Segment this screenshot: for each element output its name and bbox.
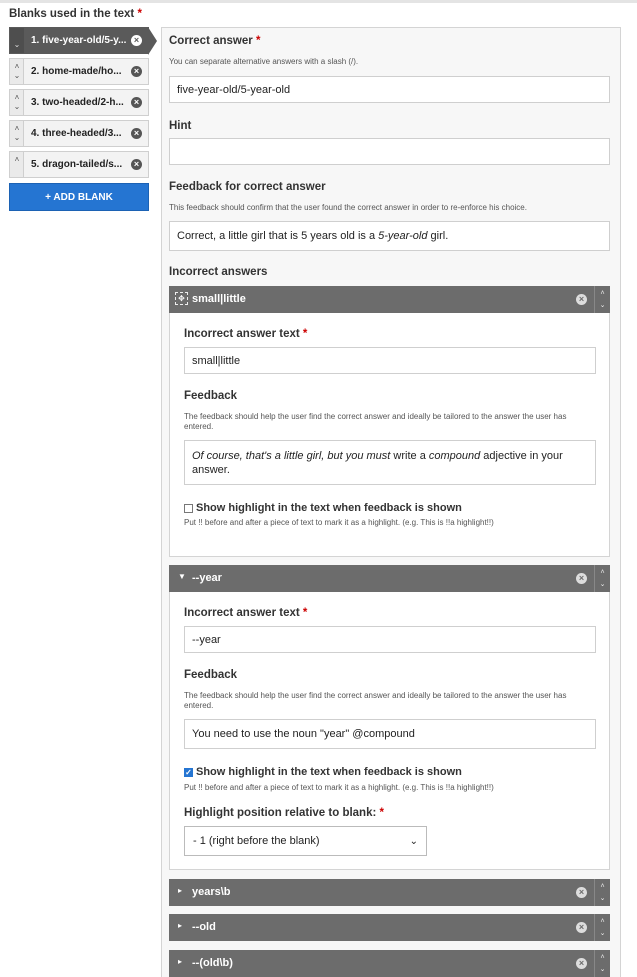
chevron-down-icon: ⌄ (409, 835, 418, 847)
feedback-correct-label: Feedback for correct answer (169, 181, 326, 193)
feedback-label: Feedback (184, 669, 238, 681)
blank-item-2[interactable] (9, 58, 149, 85)
move-down-icon[interactable]: ⌄ (599, 302, 606, 309)
show-highlight-checkbox[interactable]: Show highlight in the text when feedback is shown (184, 502, 462, 514)
move-up-icon[interactable]: ˄ (14, 155, 20, 164)
move-down-icon[interactable]: ⌄ (13, 102, 21, 111)
move-up-icon[interactable]: ˄ (600, 954, 605, 961)
feedback-correct-input[interactable]: Correct, a little girl that is 5 years old is a 5-year-old girl. (169, 221, 610, 251)
move-down-icon[interactable]: ⌄ (599, 966, 606, 973)
blank-item-5[interactable] (9, 151, 149, 178)
remove-icon[interactable]: × (576, 922, 587, 933)
incorrect-item-title: --(old\b) (192, 957, 233, 969)
incorrect-item-header-collapsed[interactable] (169, 950, 610, 977)
feedback-correct-desc: This feedback should confirm that the user found the correct answer in order to re-enforce his choice. (169, 203, 527, 212)
incorrect-item-header-collapsed[interactable] (169, 879, 610, 906)
blank-item-label: 4. three-headed/3... (31, 128, 122, 139)
incorrect-item-title: years\b (192, 886, 231, 898)
reorder-handle[interactable] (10, 59, 24, 84)
hint-input[interactable] (169, 138, 610, 165)
blank-item-4[interactable] (9, 120, 149, 147)
feedback-input[interactable]: You need to use the noun "year" @compound (184, 719, 596, 749)
feedback-desc: The feedback should help the user find the correct answer and ideally be tailored to the answer the user has entered. (184, 412, 567, 431)
checkbox-checked-icon[interactable]: ✓ (185, 767, 192, 777)
move-down-icon[interactable]: ⌄ (13, 71, 21, 80)
show-highlight-desc: Put !! before and after a piece of text to mark it as a highlight. (e.g. This is !!a highlight!!) (184, 518, 494, 527)
remove-icon[interactable]: × (576, 573, 587, 584)
move-down-icon[interactable]: ⌄ (599, 895, 606, 902)
feedback-label: Feedback (184, 390, 238, 402)
remove-icon[interactable]: × (576, 958, 587, 969)
incorrect-item-header[interactable] (169, 565, 610, 592)
remove-icon[interactable]: × (576, 294, 587, 305)
remove-icon[interactable]: × (131, 159, 142, 170)
checkbox-icon[interactable] (184, 504, 193, 513)
move-up-icon[interactable]: ˄ (600, 569, 605, 576)
incorrect-answer-text-input[interactable]: --year (184, 626, 596, 653)
correct-answer-input[interactable]: five-year-old/5-year-old (169, 76, 610, 103)
blank-item-label: 1. five-year-old/5-y... (31, 35, 127, 46)
blanks-section-title: Blanks used in the text * (9, 8, 142, 20)
correct-answer-label: Correct answer * (169, 35, 261, 47)
remove-icon[interactable]: × (576, 887, 587, 898)
reorder-handle[interactable] (10, 121, 24, 146)
remove-icon[interactable]: × (131, 97, 142, 108)
caret-right-icon[interactable]: ▸ (178, 957, 183, 966)
incorrect-answer-text-label: Incorrect answer text * (184, 328, 308, 340)
blank-item-label: 5. dragon-tailed/s... (31, 159, 123, 170)
move-down-icon[interactable]: ⌄ (599, 581, 606, 588)
caret-right-icon[interactable]: ▸ (178, 921, 183, 930)
incorrect-item-header[interactable] (169, 286, 610, 313)
hint-label: Hint (169, 120, 192, 132)
show-highlight-checkbox[interactable]: ✓ Show highlight in the text when feedback is shown (185, 766, 462, 778)
move-down-icon[interactable]: ⌄ (13, 133, 21, 142)
move-up-icon[interactable]: ˄ (14, 62, 20, 71)
caret-down-icon[interactable]: ▼ (178, 572, 186, 581)
blank-item-3[interactable] (9, 89, 149, 116)
reorder-handle[interactable] (10, 28, 24, 53)
show-highlight-desc: Put !! before and after a piece of text to mark it as a highlight. (e.g. This is !!a highlight!!) (184, 783, 494, 792)
correct-answer-desc: You can separate alternative answers with a slash (/). (169, 57, 359, 66)
move-up-icon[interactable]: ˄ (600, 290, 605, 297)
top-border (0, 0, 637, 3)
move-down-icon[interactable]: ⌄ (13, 40, 21, 49)
highlight-position-select[interactable]: - 1 (right before the blank) ⌄ (184, 826, 427, 856)
move-up-icon[interactable]: ˄ (600, 883, 605, 890)
feedback-desc: The feedback should help the user find the correct answer and ideally be tailored to the answer the user has entered. (184, 691, 567, 710)
move-up-icon[interactable]: ˄ (14, 93, 20, 102)
drag-icon[interactable]: ✥ (175, 292, 188, 305)
blank-item-1[interactable] (9, 27, 149, 54)
blank-item-label: 3. two-headed/2-h... (31, 97, 124, 108)
incorrect-answer-text-label: Incorrect answer text * (184, 607, 308, 619)
incorrect-item-title: --year (192, 572, 222, 584)
incorrect-item-title: --old (192, 921, 216, 933)
caret-right-icon[interactable]: ▸ (178, 886, 183, 895)
reorder-handle[interactable] (10, 152, 24, 177)
incorrect-item-header-collapsed[interactable] (169, 914, 610, 941)
remove-icon[interactable]: × (131, 35, 142, 46)
move-up-icon[interactable]: ˄ (14, 124, 20, 133)
add-blank-button[interactable]: + ADD BLANK (9, 183, 149, 211)
feedback-input[interactable]: Of course, that's a little girl, but you must write a compound adjective in your answer. (184, 440, 596, 485)
incorrect-answer-text-input[interactable]: small|little (184, 347, 596, 374)
reorder-handle[interactable] (10, 90, 24, 115)
incorrect-item-title: small|little (192, 293, 246, 305)
move-down-icon[interactable]: ⌄ (599, 930, 606, 937)
blank-item-label: 2. home-made/ho... (31, 66, 122, 77)
incorrect-answers-label: Incorrect answers (169, 266, 268, 278)
move-up-icon[interactable]: ˄ (600, 918, 605, 925)
remove-icon[interactable]: × (131, 66, 142, 77)
highlight-position-label: Highlight position relative to blank: * (184, 807, 384, 819)
remove-icon[interactable]: × (131, 128, 142, 139)
blank-list (9, 27, 159, 182)
